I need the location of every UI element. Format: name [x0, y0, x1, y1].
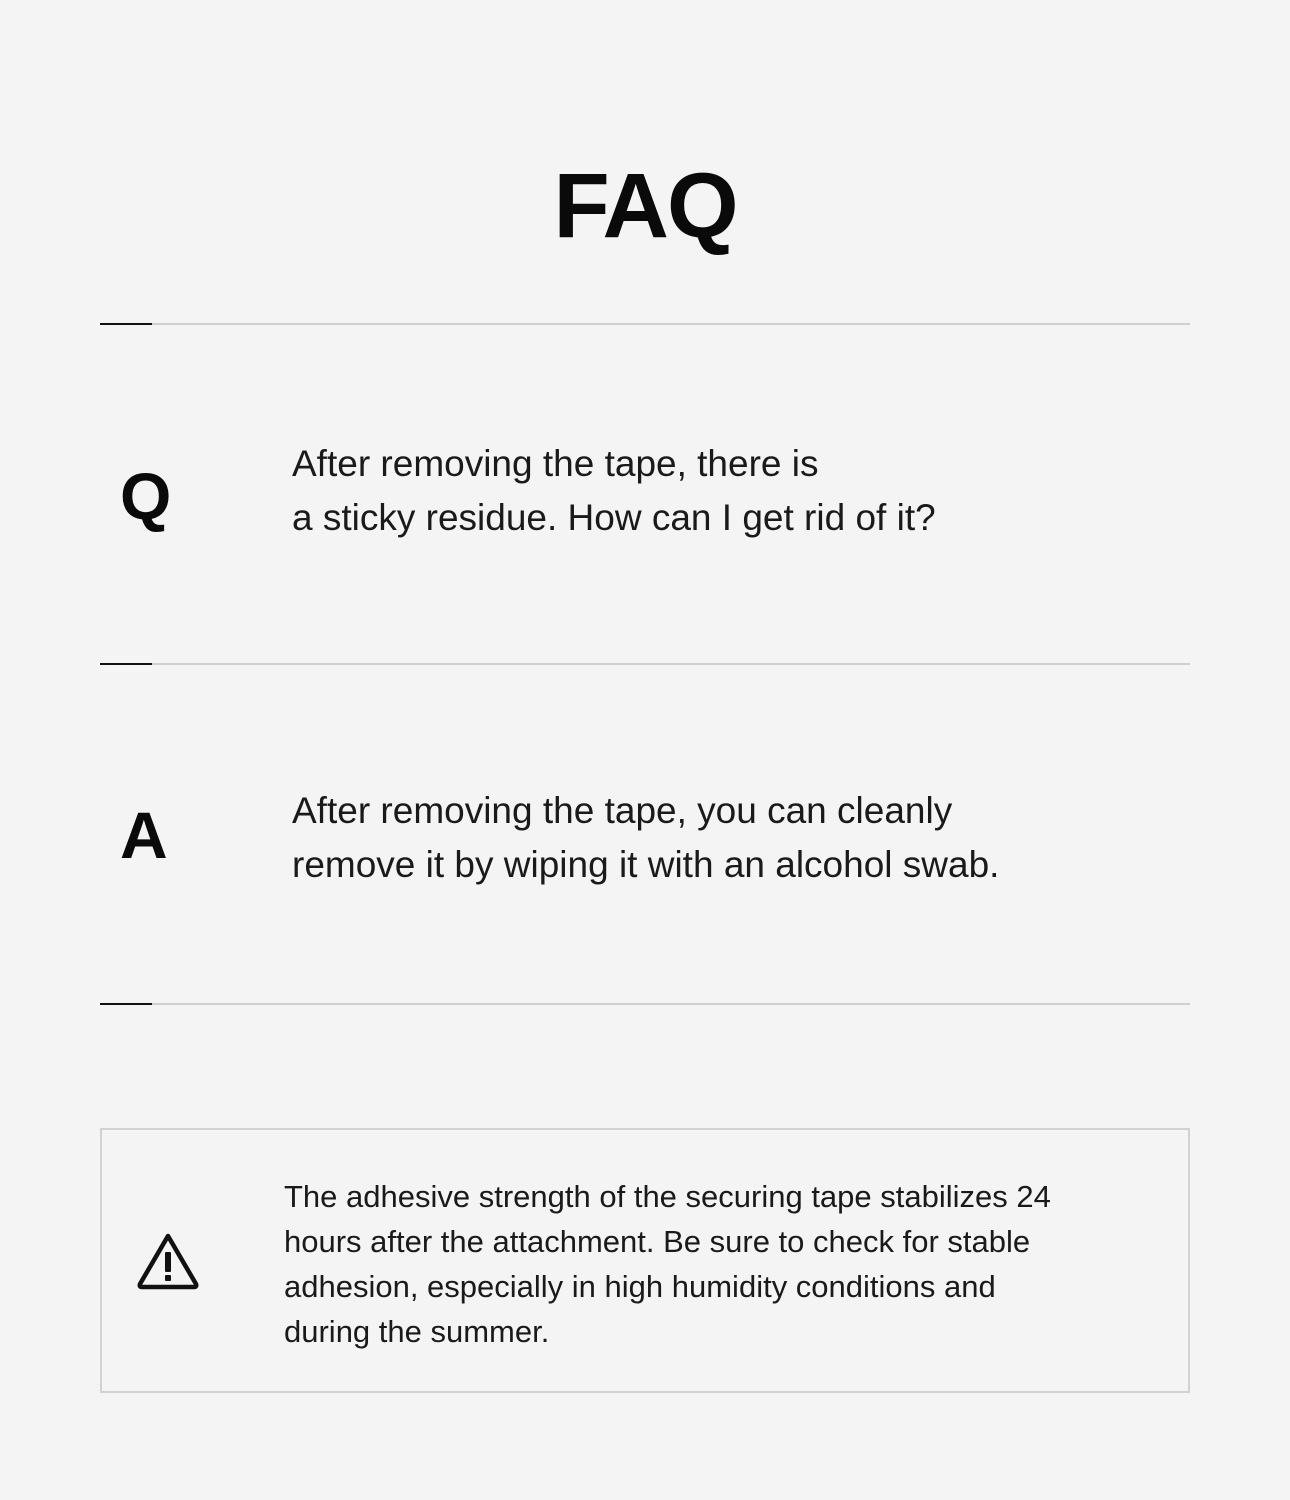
divider-accent — [100, 1003, 152, 1005]
notice-box — [100, 1128, 1190, 1393]
divider-accent — [100, 323, 152, 325]
question-line: After removing the tape, there is — [292, 443, 819, 484]
question-text — [292, 437, 1172, 545]
notice-line: adhesion, especially in high humidity conditions and — [284, 1269, 996, 1304]
divider — [100, 1003, 1190, 1005]
divider-accent — [100, 663, 152, 665]
divider — [100, 323, 1190, 325]
notice-line: hours after the attachment. Be sure to check for stable — [284, 1224, 1031, 1259]
answer-line: After removing the tape, you can cleanly — [292, 790, 953, 831]
divider — [100, 663, 1190, 665]
notice-line: The adhesive strength of the securing tape stabilizes 24 — [284, 1179, 1051, 1214]
question-line: a sticky residue. How can I get rid of it? — [292, 497, 936, 538]
warning-triangle-icon — [136, 1232, 200, 1290]
notice-text — [284, 1174, 1164, 1354]
page-title: FAQ — [553, 154, 737, 257]
question-label: Q — [120, 459, 172, 533]
answer-text — [292, 784, 1172, 892]
answer-line: remove it by wiping it with an alcohol swab. — [292, 844, 1000, 885]
answer-label: A — [120, 798, 168, 872]
notice-line: during the summer. — [284, 1314, 550, 1349]
